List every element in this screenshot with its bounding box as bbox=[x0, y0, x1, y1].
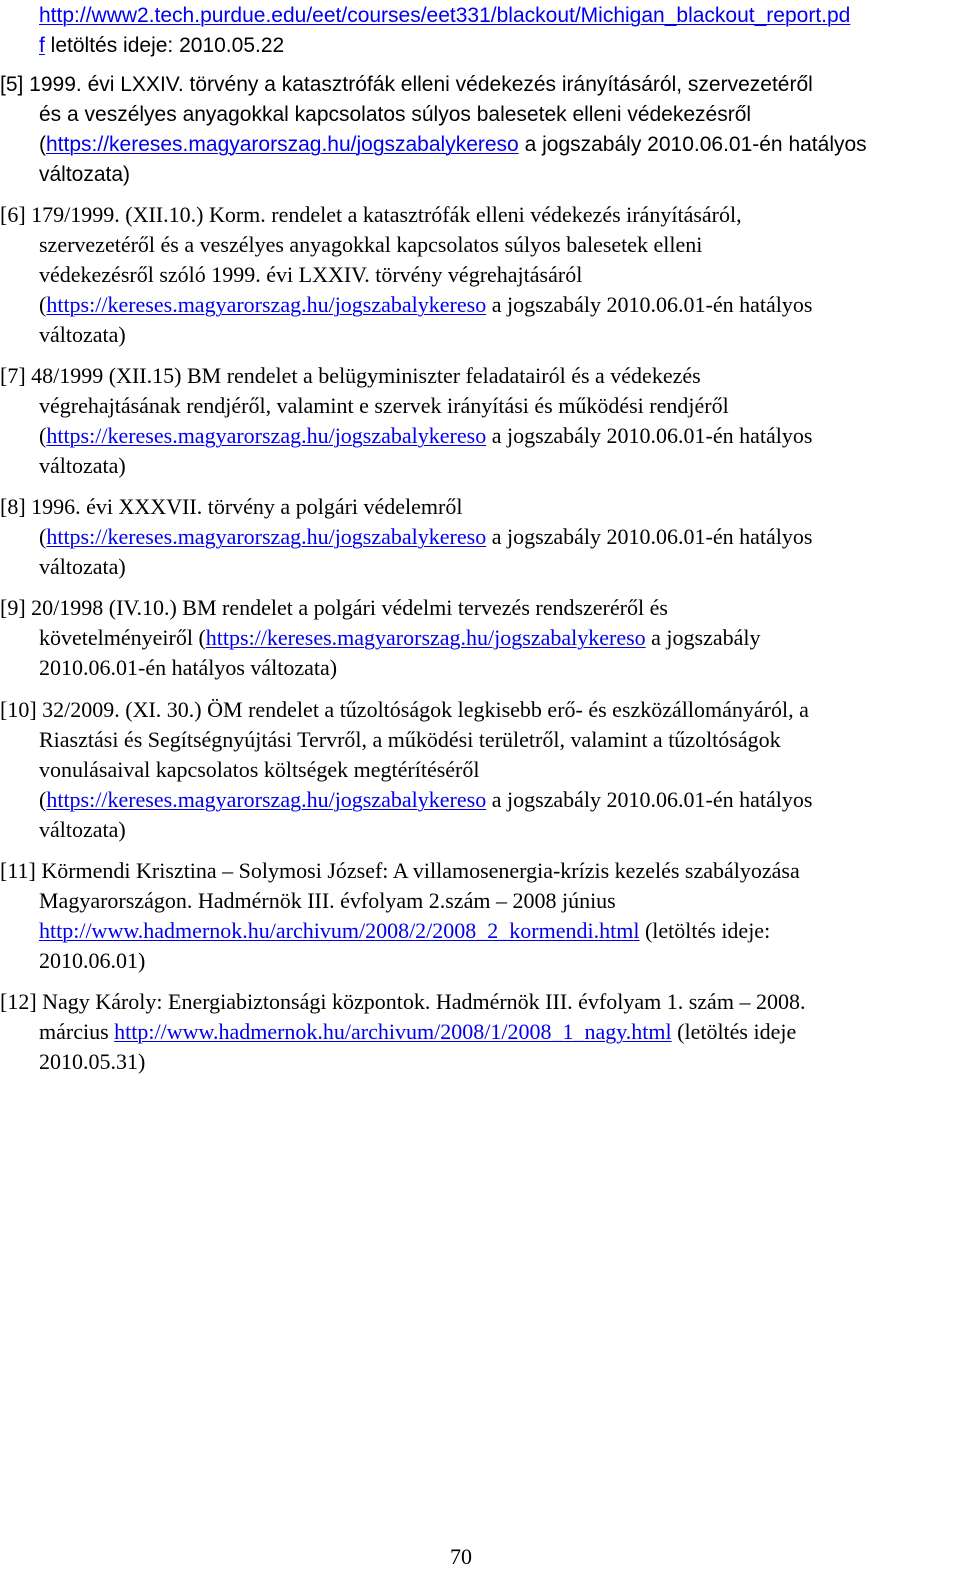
reference-url-link[interactable]: f bbox=[39, 34, 45, 57]
reference-text: [7] 48/1999 (XII.15) BM rendelet a belügyminiszter feladatairól és a védekezés bbox=[0, 363, 701, 388]
reference-text: változata) bbox=[39, 322, 126, 347]
reference-text: ( bbox=[39, 292, 47, 317]
reference-line bbox=[39, 99, 751, 129]
reference-text: ( bbox=[39, 787, 47, 812]
reference-line bbox=[39, 623, 761, 653]
reference-url-link[interactable]: http://www2.tech.purdue.edu/eet/courses/eet331/blackout/Michigan_blackout_report.pd bbox=[39, 4, 851, 27]
reference-text: letöltés ideje: 2010.05.22 bbox=[44, 34, 285, 57]
reference-text: március bbox=[39, 1019, 115, 1044]
reference-line bbox=[39, 1047, 145, 1077]
reference-line bbox=[39, 755, 479, 785]
reference-line bbox=[0, 361, 701, 391]
reference-text: [9] 20/1998 (IV.10.) BM rendelet a polgári védelmi tervezés rendszeréről és bbox=[0, 595, 668, 620]
reference-line bbox=[0, 593, 668, 623]
reference-line bbox=[39, 230, 702, 260]
reference-line bbox=[0, 69, 813, 99]
reference-text: változata) bbox=[39, 453, 126, 478]
reference-text: ( bbox=[39, 423, 47, 448]
reference-text: a jogszabály 2010.06.01-én hatályos bbox=[486, 524, 813, 549]
reference-line bbox=[0, 856, 800, 886]
reference-line bbox=[39, 552, 126, 582]
reference-text: Magyarországon. Hadmérnök III. évfolyam 2.szám – 2008 június bbox=[39, 888, 616, 913]
reference-text: [12] Nagy Károly: Energiabiztonsági központok. Hadmérnök III. évfolyam 1. szám – 2008. bbox=[0, 989, 806, 1014]
reference-text: végrehajtásának rendjéről, valamint e szervek irányítási és működési rendjéről bbox=[39, 393, 729, 418]
reference-text: a jogszabály 2010.06.01-én hatályos bbox=[486, 292, 813, 317]
reference-url-link[interactable]: http://www.hadmernok.hu/archivum/2008/1/2008_1_nagy.html bbox=[114, 1019, 672, 1044]
reference-text: [11] Körmendi Krisztina – Solymosi József: A villamosenergia-krízis kezelés szabályozása bbox=[0, 858, 800, 883]
reference-line bbox=[39, 522, 812, 552]
reference-url-link[interactable]: https://kereses.magyarorszag.hu/jogszabalykereso bbox=[46, 423, 487, 448]
reference-line bbox=[39, 391, 729, 421]
reference-line bbox=[39, 30, 284, 60]
reference-line bbox=[39, 653, 337, 683]
reference-text: 2010.06.01) bbox=[39, 948, 146, 973]
reference-text: a jogszabály bbox=[645, 625, 761, 650]
reference-text: 2010.06.01-én hatályos változata) bbox=[39, 655, 338, 680]
reference-line bbox=[39, 946, 145, 976]
reference-url-link[interactable]: http://www.hadmernok.hu/archivum/2008/2/2008_2_kormendi.html bbox=[39, 918, 640, 943]
reference-text: (letöltés ideje bbox=[671, 1019, 797, 1044]
reference-text: [6] 179/1999. (XII.10.) Korm. rendelet a katasztrófák elleni védekezés irányításáról, bbox=[0, 202, 742, 227]
reference-url-link[interactable]: https://kereses.magyarorszag.hu/jogszabalykereso bbox=[46, 292, 487, 317]
reference-line bbox=[39, 815, 126, 845]
reference-line bbox=[0, 492, 462, 522]
reference-line bbox=[39, 1017, 796, 1047]
reference-text: Riasztási és Segítségnyújtási Tervről, a működési területről, valamint a tűzoltóságok bbox=[39, 727, 781, 752]
reference-line bbox=[39, 451, 126, 481]
reference-text: ( bbox=[39, 133, 46, 156]
reference-line bbox=[39, 0, 850, 30]
reference-text: (letöltés ideje: bbox=[639, 918, 771, 943]
reference-url-link[interactable]: https://kereses.magyarorszag.hu/jogszabalykereso bbox=[46, 787, 487, 812]
reference-line bbox=[39, 320, 126, 350]
reference-text: és a veszélyes anyagokkal kapcsolatos súlyos balesetek elleni védekezésről bbox=[39, 103, 752, 126]
reference-line bbox=[39, 886, 616, 916]
reference-line bbox=[0, 695, 809, 725]
reference-text: szervezetéről és a veszélyes anyagokkal kapcsolatos súlyos balesetek elleni bbox=[39, 232, 703, 257]
reference-line bbox=[39, 421, 812, 451]
reference-text: a jogszabály 2010.06.01-én hatályos bbox=[486, 787, 813, 812]
reference-text: változata) bbox=[39, 554, 126, 579]
reference-text: [10] 32/2009. (XI. 30.) ÖM rendelet a tűzoltóságok legkisebb erő- és eszközállományáról, a bbox=[0, 697, 809, 722]
reference-line bbox=[39, 159, 130, 189]
reference-line bbox=[0, 200, 742, 230]
reference-text: védekezésről szóló 1999. évi LXXIV. törvény végrehajtásáról bbox=[39, 262, 583, 287]
reference-line bbox=[39, 916, 770, 946]
reference-line bbox=[39, 725, 781, 755]
reference-line bbox=[39, 785, 812, 815]
reference-text: ( bbox=[39, 524, 47, 549]
reference-text: vonulásaival kapcsolatos költségek megtérítéséről bbox=[39, 757, 480, 782]
reference-text: [8] 1996. évi XXXVII. törvény a polgári védelemről bbox=[0, 494, 463, 519]
reference-text: változata) bbox=[39, 817, 126, 842]
reference-line bbox=[0, 987, 805, 1017]
reference-line bbox=[39, 129, 867, 159]
reference-line bbox=[39, 260, 582, 290]
reference-text: [5] 1999. évi LXXIV. törvény a katasztrófák elleni védekezés irányításáról, szervezetéről bbox=[0, 73, 813, 96]
page-number: 70 bbox=[450, 1544, 472, 1569]
reference-url-link[interactable]: https://kereses.magyarorszag.hu/jogszabalykereso bbox=[205, 625, 646, 650]
reference-line bbox=[39, 290, 812, 320]
reference-text: a jogszabály 2010.06.01-én hatályos bbox=[486, 423, 813, 448]
reference-url-link[interactable]: https://kereses.magyarorszag.hu/jogszabalykereso bbox=[46, 524, 487, 549]
reference-url-link[interactable]: https://kereses.magyarorszag.hu/jogszabalykereso bbox=[46, 133, 519, 156]
reference-text: változata) bbox=[39, 163, 131, 186]
reference-text: követelményeiről ( bbox=[39, 625, 206, 650]
reference-text: a jogszabály 2010.06.01-én hatályos bbox=[518, 133, 867, 156]
reference-text: 2010.05.31) bbox=[39, 1049, 146, 1074]
